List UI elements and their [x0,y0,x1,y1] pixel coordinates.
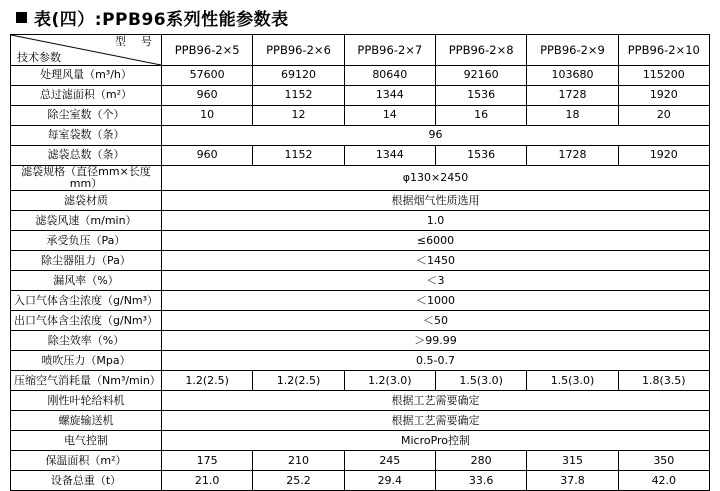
row-label: 除尘室数（个） [11,106,162,126]
row-label: 设备总重（t） [11,471,162,491]
row-value-cell: 115200 [618,66,709,86]
row-value-cell: 1.5(3.0) [527,371,618,391]
table-row [11,231,710,251]
row-label: 电气控制 [11,431,162,451]
row-label: 压缩空气消耗量（Nm³/min） [11,371,162,391]
model-header-3: PPB96-2×7 [344,35,435,66]
row-value-cell: 350 [618,451,709,471]
table-row [11,371,710,391]
row-label: 漏风率（%） [11,271,162,291]
row-label: 滤袋规格（直径mm×长度mm） [11,166,162,191]
table-row [11,271,710,291]
row-value-cell: 20 [618,106,709,126]
table-row [11,391,710,411]
table-row [11,451,710,471]
row-value-cell: 960 [162,146,253,166]
row-value-cell: 1.5(3.0) [435,371,526,391]
row-label: 总过滤面积（m²） [11,86,162,106]
row-label: 螺旋输送机 [11,411,162,431]
row-value-span: ＜3 [162,271,710,291]
table-row [11,331,710,351]
row-label: 承受负压（Pa） [11,231,162,251]
model-header-6: PPB96-2×10 [618,35,709,66]
spec-table-body [11,35,710,491]
row-value-cell: 1152 [253,86,344,106]
row-label: 保温面积（m²） [11,451,162,471]
row-value-span: 根据工艺需要确定 [162,391,710,411]
row-label: 滤袋材质 [11,191,162,211]
bullet-square-icon [16,12,27,23]
row-value-span: MicroPro控制 [162,431,710,451]
table-row [11,471,710,491]
model-header-1: PPB96-2×5 [162,35,253,66]
row-value-cell: 1344 [344,86,435,106]
row-value-cell: 960 [162,86,253,106]
row-value-cell: 1920 [618,146,709,166]
row-value-cell: 80640 [344,66,435,86]
table-header-row [11,35,710,66]
row-value-span: 根据工艺需要确定 [162,411,710,431]
row-value-cell: 33.6 [435,471,526,491]
row-label: 每室袋数（条） [11,126,162,146]
model-header-5: PPB96-2×9 [527,35,618,66]
row-value-cell: 175 [162,451,253,471]
row-value-cell: 1536 [435,146,526,166]
row-value-cell: 280 [435,451,526,471]
row-value-cell: 1728 [527,146,618,166]
row-value-span: ＜1450 [162,251,710,271]
row-value-cell: 69120 [253,66,344,86]
row-label: 处理风量（m³/h） [11,66,162,86]
table-row [11,106,710,126]
row-label: 滤袋总数（条） [11,146,162,166]
table-row [11,166,710,191]
row-value-cell: 103680 [527,66,618,86]
row-value-cell: 1.2(2.5) [162,371,253,391]
row-value-cell: 245 [344,451,435,471]
row-value-cell: 1.8(3.5) [618,371,709,391]
row-value-span: ＞99.99 [162,331,710,351]
row-value-cell: 315 [527,451,618,471]
row-label: 滤袋风速（m/min） [11,211,162,231]
row-value-cell: 42.0 [618,471,709,491]
row-value-cell: 1.2(3.0) [344,371,435,391]
row-value-cell: 29.4 [344,471,435,491]
row-value-cell: 18 [527,106,618,126]
row-value-cell: 1.2(2.5) [253,371,344,391]
row-value-cell: 1152 [253,146,344,166]
spec-table [10,34,710,491]
row-value-span: 1.0 [162,211,710,231]
row-label: 喷吹压力（Mpa） [11,351,162,371]
row-label: 除尘器阻力（Pa） [11,251,162,271]
row-value-span: ≤6000 [162,231,710,251]
row-value-span: 根据烟气性质选用 [162,191,710,211]
row-value-cell: 1728 [527,86,618,106]
row-value-cell: 25.2 [253,471,344,491]
row-value-span: ＜1000 [162,291,710,311]
table-row [11,126,710,146]
table-corner-cell [11,35,162,66]
row-value-cell: 1920 [618,86,709,106]
row-value-cell: 10 [162,106,253,126]
row-value-cell: 210 [253,451,344,471]
page-title-text: 表(四）:PPB96系列性能参数表 [34,9,289,30]
table-row [11,311,710,331]
table-row [11,66,710,86]
table-row [11,291,710,311]
row-value-span: 96 [162,126,710,146]
row-label: 除尘效率（%） [11,331,162,351]
row-value-cell: 12 [253,106,344,126]
table-row [11,251,710,271]
page-title [10,0,710,34]
row-value-cell: 21.0 [162,471,253,491]
row-value-cell: 16 [435,106,526,126]
table-row [11,146,710,166]
row-label: 刚性叶轮给料机 [11,391,162,411]
table-row [11,351,710,371]
model-header-4: PPB96-2×8 [435,35,526,66]
table-row [11,86,710,106]
row-label: 出口气体含尘浓度（g/Nm³） [11,311,162,331]
row-value-span: φ130×2450 [162,166,710,191]
row-label: 入口气体含尘浓度（g/Nm³） [11,291,162,311]
corner-label-parameter: 技术参数 [17,50,61,64]
row-value-span: ＜50 [162,311,710,331]
row-value-cell: 37.8 [527,471,618,491]
row-value-cell: 57600 [162,66,253,86]
table-row [11,191,710,211]
row-value-cell: 14 [344,106,435,126]
table-row [11,411,710,431]
corner-label-model: 型 号 [115,35,154,48]
row-value-cell: 92160 [435,66,526,86]
model-header-2: PPB96-2×6 [253,35,344,66]
row-value-span: 0.5-0.7 [162,351,710,371]
row-value-cell: 1344 [344,146,435,166]
table-row [11,211,710,231]
row-value-cell: 1536 [435,86,526,106]
table-row [11,431,710,451]
